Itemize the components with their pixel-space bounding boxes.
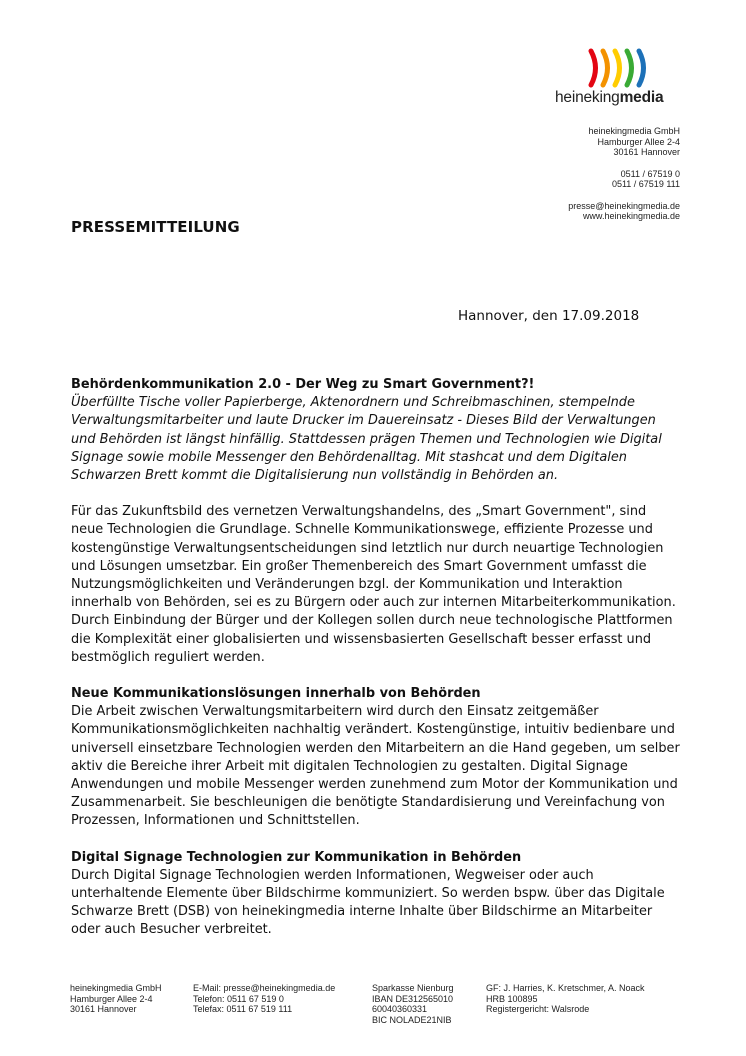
footer-fax: Telefax: 0511 67 519 111 <box>193 1004 293 1014</box>
footer-contact <box>193 983 335 1015</box>
sender-fax: 0511 / 67519 111 <box>611 179 680 189</box>
footer-company <box>70 983 162 1015</box>
sender-email: presse@heinekingmedia.de <box>568 200 680 211</box>
footer-company-street: Hamburger Allee 2-4 <box>70 993 153 1004</box>
sender-address <box>568 126 680 222</box>
sender-web: www.heinekingmedia.de <box>582 211 680 221</box>
logo-wordmark <box>555 89 683 107</box>
date-line: Hannover, den 17.09.2018 <box>458 308 640 324</box>
logo-arc-3 <box>615 51 620 85</box>
footer-bank-name: Sparkasse Nienburg <box>372 983 454 993</box>
sender-street: Hamburger Allee 2-4 <box>597 136 680 147</box>
sender-city: 30161 Hannover <box>613 147 680 157</box>
article-lead: Überfüllte Tische voller Papierberge, Aktenordnern und Schreibmaschinen, stempelnde Verwaltungsmitarbeiter und laute Drucker im Dauereinsatz - Dieses Bild der Verwaltungen und Behörden ist längst hinfällig. Stattdessen prägen Themen und Technologien wie Digital Signage sowie mobile Messenger den Behördenalltag. Mit stashcat und dem Digitalen Schwarzen Brett kommt die Digitalisierung nun vollständig in Behörden an. <box>71 395 662 484</box>
logo-prefix: heineking <box>555 89 620 106</box>
article-body <box>71 376 681 940</box>
footer-iban-1: IBAN DE312565010 <box>372 993 454 1004</box>
article-heading-2: Neue Kommunikationslösungen innerhalb von Behörden <box>71 686 481 702</box>
company-logo <box>555 48 683 107</box>
logo-arc-1 <box>591 51 596 85</box>
logo-arc-4 <box>627 51 632 85</box>
article-paragraph-3: Durch Digital Signage Technologien werden Informationen, Wegweiser oder auch unterhaltende Elemente über Bildschirme kommuniziert. So werden bspw. über das Digitale Schwarze Brett (DSB) von heinekingmedia interne Inhalte über Bildschirme an Mitarbeiter oder auch Besucher verbreitet. <box>71 867 665 938</box>
footer-email: E-Mail: presse@heinekingmedia.de <box>193 983 336 993</box>
footer-phone: Telefon: 0511 67 519 0 <box>193 993 284 1004</box>
article-heading-3: Digital Signage Technologien zur Kommunikation in Behörden <box>71 849 522 865</box>
logo-suffix: media <box>619 89 664 106</box>
logo-brackets-icon <box>587 48 651 88</box>
footer-company-name: heinekingmedia GmbH <box>70 983 162 993</box>
article-paragraph-1: Für das Zukunftsbild des vernetzen Verwaltungshandelns, des „Smart Government", sind neue Technologien die Grundlage. Schnelle Kommunikationswege, effiziente Prozesse und kostengünstige Verwaltungsentscheidungen sind letztlich nur durch neuartige Technologien und Lösungen umsetzbar. Ein großer Themenbereich des Smart Government umfasst die Nutzungsmöglichkeiten und Veränderungen bzgl. der Kommunikation und Interaktion innerhalb von Behörden, sei es zu Bürgern oder auch zur internen Mitarbeiterkommunikation. Durch Einbindung der Bürger und der Kollegen sollen durch neue technologische Plattformen die Komplexität einer globalisierten und wissensbasierten Gesellschaft besser erfasst und bestmöglich reguliert werden. <box>71 504 676 665</box>
footer-managing-directors: GF: J. Harries, K. Kretschmer, A. Noack <box>486 983 645 993</box>
sender-phone: 0511 / 67519 0 <box>620 168 680 179</box>
footer-legal <box>486 983 645 1015</box>
article-headline: Behördenkommunikation 2.0 - Der Weg zu Smart Government?! <box>71 377 535 392</box>
logo-arc-5 <box>639 51 644 85</box>
footer-bank <box>372 983 454 1025</box>
footer-court: Registergericht: Walsrode <box>486 1004 590 1014</box>
logo-arc-2 <box>603 51 608 85</box>
footer-bic: BIC NOLADE21NIB <box>372 1014 452 1025</box>
document-title: PRESSEMITTEILUNG <box>71 218 240 236</box>
footer-company-city: 30161 Hannover <box>70 1004 137 1014</box>
footer-iban-2: 60040360331 <box>372 1004 428 1014</box>
article-paragraph-2: Die Arbeit zwischen Verwaltungsmitarbeitern wird durch den Einsatz zeitgemäßer Kommunikationsmöglichkeiten nachhaltig verändert. Kostengünstige, intuitiv bedienbare und universell einsetzbare Technologien werden den Mitarbeitern an die Hand gegeben, um selber aktiv die Bereiche ihrer Arbeit mit digitalen Technologien zu gestalten. Digital Signage Anwendungen und mobile Messenger werden zunehmend zum Motor der Kommunikation und Zusammenarbeit. Sie beschleunigen die benötigte Standardisierung und Vereinfachung von Prozessen, Informationen und Schnittstellen. <box>71 704 680 829</box>
sender-company: heinekingmedia GmbH <box>588 126 680 136</box>
footer-hrb: HRB 100895 <box>486 993 538 1004</box>
